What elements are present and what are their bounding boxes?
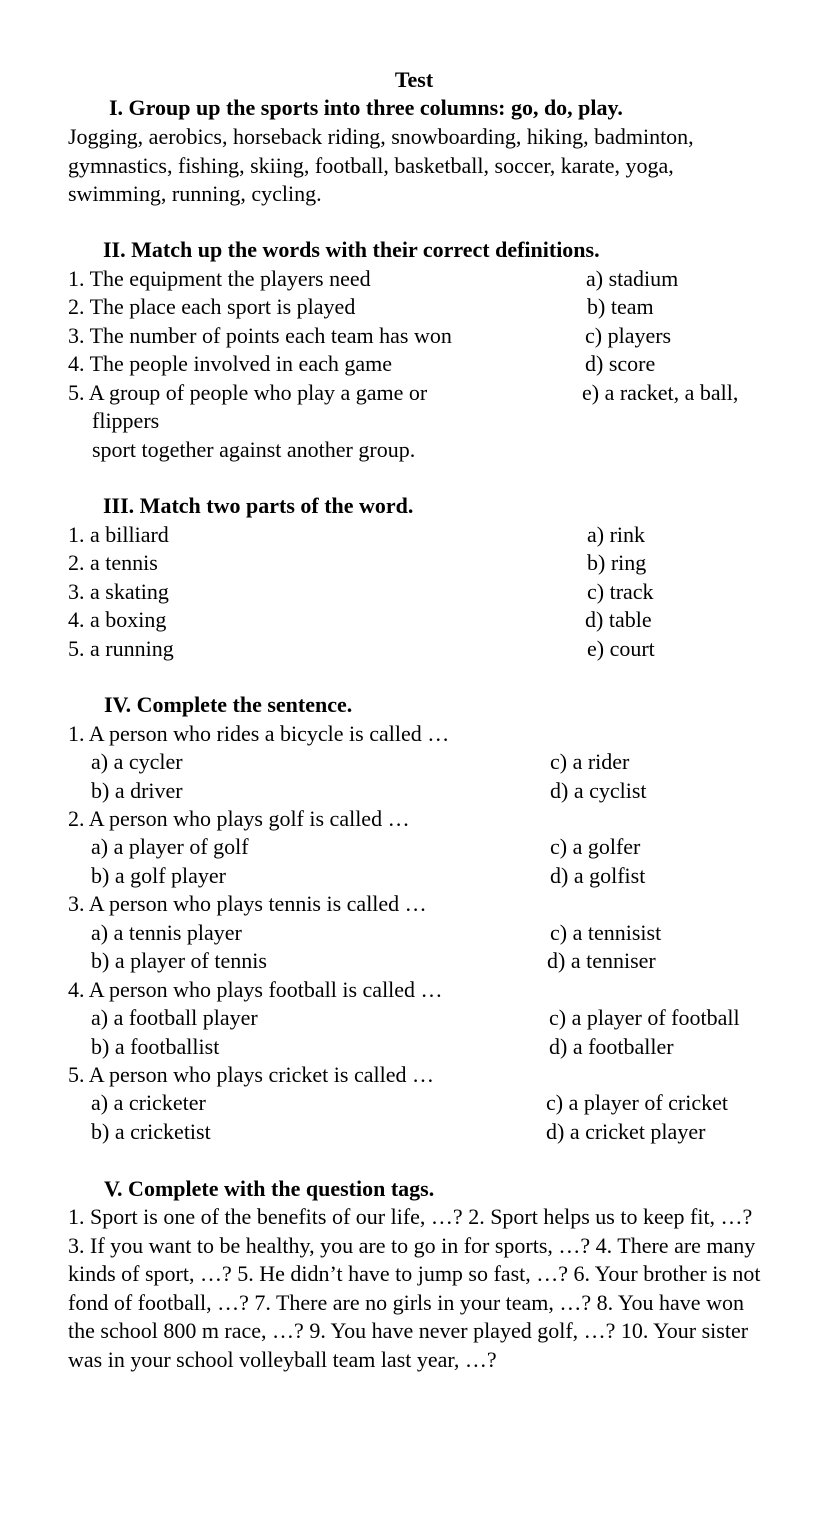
- word-part-item: 1. a billiard: [68, 522, 169, 547]
- answer-option: c) a rider: [550, 749, 630, 774]
- definition-item: 4. The people involved in each game: [68, 351, 392, 376]
- question-stem: 3. A person who plays tennis is called …: [68, 891, 427, 916]
- answer-option: b) a player of tennis: [91, 948, 267, 973]
- word-part-option: a) rink: [587, 522, 646, 547]
- section-1-heading: I. Group up the sports into three columns: go, do, play.: [109, 95, 623, 120]
- section-1-text: Jogging, aerobics, horseback riding, snowboarding, hiking, badminton, gymnastics, fishing, skiing, football, basketball, soccer, karate, yoga, swimming, running, cycling.: [68, 124, 694, 206]
- answer-option: a) a player of golf: [91, 834, 249, 859]
- answer-option: b) a cricketist: [91, 1119, 211, 1144]
- answer-option: d) a cricket player: [546, 1119, 706, 1144]
- word-option: a) stadium: [586, 266, 679, 291]
- answer-option: a) a tennis player: [91, 920, 242, 945]
- word-part-option: d) table: [585, 607, 652, 632]
- word-part-item: 2. a tennis: [68, 550, 158, 575]
- answer-option: d) a tenniser: [547, 948, 656, 973]
- definition-item-continuation: sport together against another group.: [92, 437, 416, 462]
- section-5-text: 1. Sport is one of the benefits of our life, …? 2. Sport helps us to keep fit, …? 3. If you want to be healthy, you are to go in for sports, …? 4. There are many kinds of sport, …? 5. He didn’t have to jump so fast, …? 6. Your brother is not fond of football, …? 7. There are no girls in your team, …? 8. You have won the school 800 m race, …? 9. You have never played golf, …? 10. Your sister was in your school volleyball team last year, …?: [68, 1204, 761, 1372]
- answer-option: c) a player of football: [549, 1005, 740, 1030]
- word-part-option: c) track: [587, 579, 654, 604]
- word-option: c) players: [585, 323, 672, 348]
- word-part-option: e) court: [587, 636, 655, 661]
- answer-option: c) a player of cricket: [546, 1090, 728, 1115]
- answer-option: c) a golfer: [550, 834, 641, 859]
- definition-item: 1. The equipment the players need: [68, 266, 371, 291]
- answer-option: a) a cricketer: [91, 1090, 206, 1115]
- answer-option: a) a football player: [91, 1005, 258, 1030]
- word-option: b) team: [587, 294, 654, 319]
- word-part-item: 4. a boxing: [68, 607, 167, 632]
- definition-item: 2. The place each sport is played: [68, 294, 356, 319]
- word-option: d) score: [585, 351, 656, 376]
- question-stem: 5. A person who plays cricket is called …: [68, 1062, 434, 1087]
- section-3-heading: III. Match two parts of the word.: [103, 493, 414, 518]
- word-part-item: 3. a skating: [68, 579, 169, 604]
- question-stem: 2. A person who plays golf is called …: [68, 806, 410, 831]
- answer-option: c) a tennisist: [550, 920, 662, 945]
- word-part-item: 5. a running: [68, 636, 174, 661]
- question-stem: 4. A person who plays football is called …: [68, 977, 443, 1002]
- answer-option: d) a footballer: [549, 1034, 674, 1059]
- section-2-heading: II. Match up the words with their correct definitions.: [103, 237, 600, 262]
- definition-item: 5. A group of people who play a game or: [68, 380, 428, 405]
- word-option: e) a racket, a ball,: [582, 380, 739, 405]
- section-4-heading: IV. Complete the sentence.: [104, 692, 353, 717]
- question-stem: 1. A person who rides a bicycle is called …: [68, 721, 450, 746]
- answer-option: d) a cyclist: [550, 778, 647, 803]
- answer-option: d) a golfist: [550, 863, 646, 888]
- definition-item-continuation: flippers: [92, 408, 160, 433]
- definition-item: 3. The number of points each team has won: [68, 323, 452, 348]
- page-title: Test: [394, 67, 434, 92]
- answer-option: b) a golf player: [91, 863, 226, 888]
- word-part-option: b) ring: [587, 550, 647, 575]
- answer-option: b) a driver: [91, 778, 183, 803]
- section-5-heading: V. Complete with the question tags.: [104, 1176, 435, 1201]
- answer-option: a) a cycler: [91, 749, 183, 774]
- answer-option: b) a footballist: [91, 1034, 220, 1059]
